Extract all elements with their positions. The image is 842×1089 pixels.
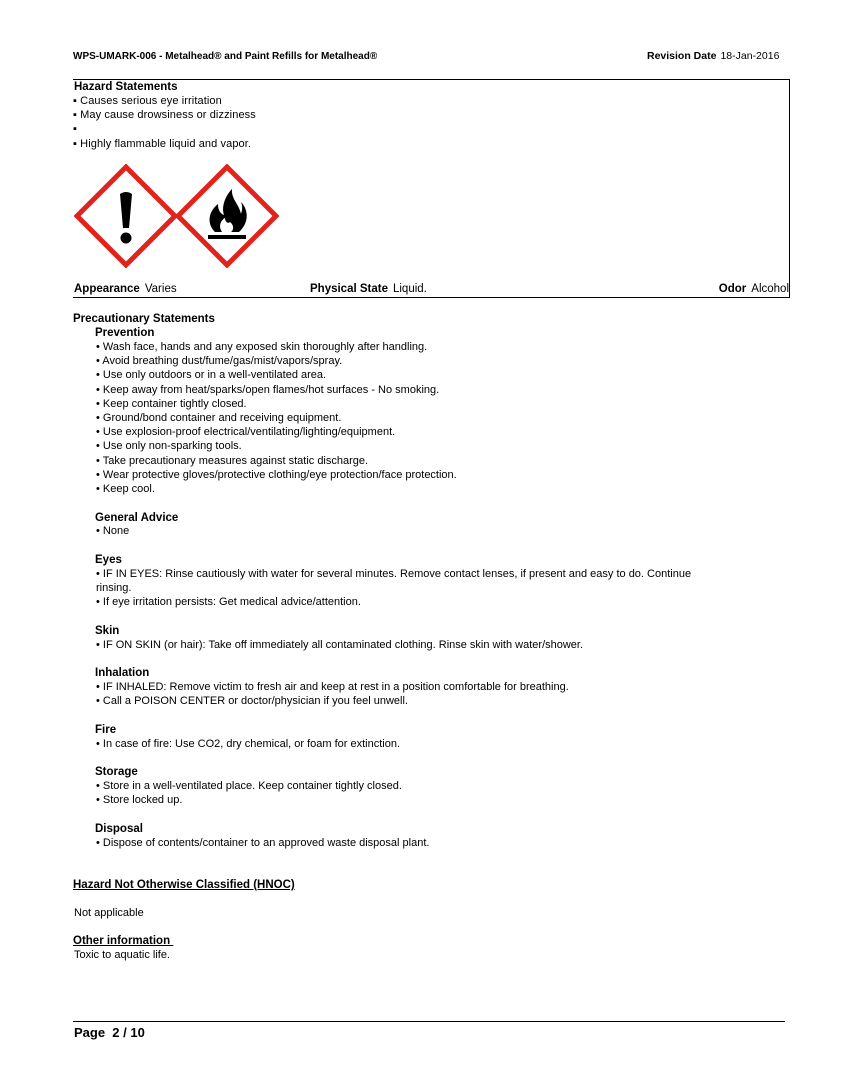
hnoc-text: Not applicable [74,907,144,919]
hazard-statements-box [73,79,790,298]
list-item: • Use only outdoors or in a well-ventilated area. [96,369,327,381]
page-number: Page 2 / 10 [74,1025,145,1040]
inhalation-title: Inhalation [95,667,150,679]
hazard-statement: ▪ Highly flammable liquid and vapor. [73,138,252,150]
precautionary-statements-title: Precautionary Statements [73,313,215,325]
fire-title: Fire [95,724,117,736]
physical-state-value: Liquid. [392,283,427,295]
list-item: • Ground/bond container and receiving equipment. [96,412,342,424]
disposal-title: Disposal [95,823,143,835]
list-item: • Use explosion-proof electrical/ventilating/lighting/equipment. [96,426,396,438]
list-item: rinsing. [96,582,132,594]
hnoc-title: Hazard Not Otherwise Classified (HNOC) [73,879,295,891]
odor-field [719,283,789,295]
list-item: • None [96,525,130,537]
flame-icon [175,164,279,268]
list-item: • IF ON SKIN (or hair): Take off immediately all contaminated clothing. Rinse skin with water/shower. [96,639,584,651]
list-item: • Call a POISON CENTER or doctor/physician if you feel unwell. [96,695,408,707]
list-item: • Keep cool. [96,483,155,495]
list-item: • IF INHALED: Remove victim to fresh air and keep at rest in a position comfortable for breathing. [96,681,569,693]
physical-state-label: Physical State [310,283,388,295]
odor-value: Alcohol [751,283,789,295]
list-item: • Keep away from heat/sparks/open flames/hot surfaces - No smoking. [96,384,440,396]
hazard-statements-title: Hazard Statements [74,81,178,93]
list-item: • Wash face, hands and any exposed skin thoroughly after handling. [96,341,428,353]
general-advice-title: General Advice [95,512,179,524]
list-item: • If eye irritation persists: Get medical advice/attention. [96,596,361,608]
list-item: • Wear protective gloves/protective clothing/eye protection/face protection. [96,469,457,481]
footer-divider [73,1021,785,1022]
revision-date-label: Revision Date [647,50,717,62]
appearance-field [74,283,177,295]
prevention-title: Prevention [95,327,155,339]
appearance-value: Varies [144,283,177,295]
list-item: • Use only non-sparking tools. [96,440,242,452]
skin-title: Skin [95,625,120,637]
revision-date [647,50,779,62]
eyes-title: Eyes [95,554,122,566]
hazard-statement: ▪ Causes serious eye irritation [73,95,222,107]
hazard-statement: ▪ May cause drowsiness or dizziness [73,109,256,121]
list-item: • Take precautionary measures against static discharge. [96,455,369,467]
document-id: WPS-UMARK-006 - Metalhead® and Paint Refills for Metalhead® [73,51,378,62]
hazard-statement: ▪ [73,123,77,135]
physical-state-field [310,283,427,295]
list-item: • IF IN EYES: Rinse cautiously with water for several minutes. Remove contact lenses, if present and easy to do. Continue [96,568,692,580]
appearance-label: Appearance [74,283,140,295]
exclamation-mark-icon [74,164,178,268]
list-item: • Store in a well-ventilated place. Keep container tightly closed. [96,780,402,792]
list-item: • Keep container tightly closed. [96,398,247,410]
list-item: • Avoid breathing dust/fume/gas/mist/vapors/spray. [96,355,343,367]
other-information-text: Toxic to aquatic life. [74,949,170,961]
list-item: • Dispose of contents/container to an approved waste disposal plant. [96,837,430,849]
revision-date-value: 18-Jan-2016 [720,50,780,62]
odor-label: Odor [718,283,747,295]
other-information-title: Other information [73,935,174,947]
storage-title: Storage [95,766,138,778]
list-item: • In case of fire: Use CO2, dry chemical, or foam for extinction. [96,738,401,750]
list-item: • Store locked up. [96,794,183,806]
